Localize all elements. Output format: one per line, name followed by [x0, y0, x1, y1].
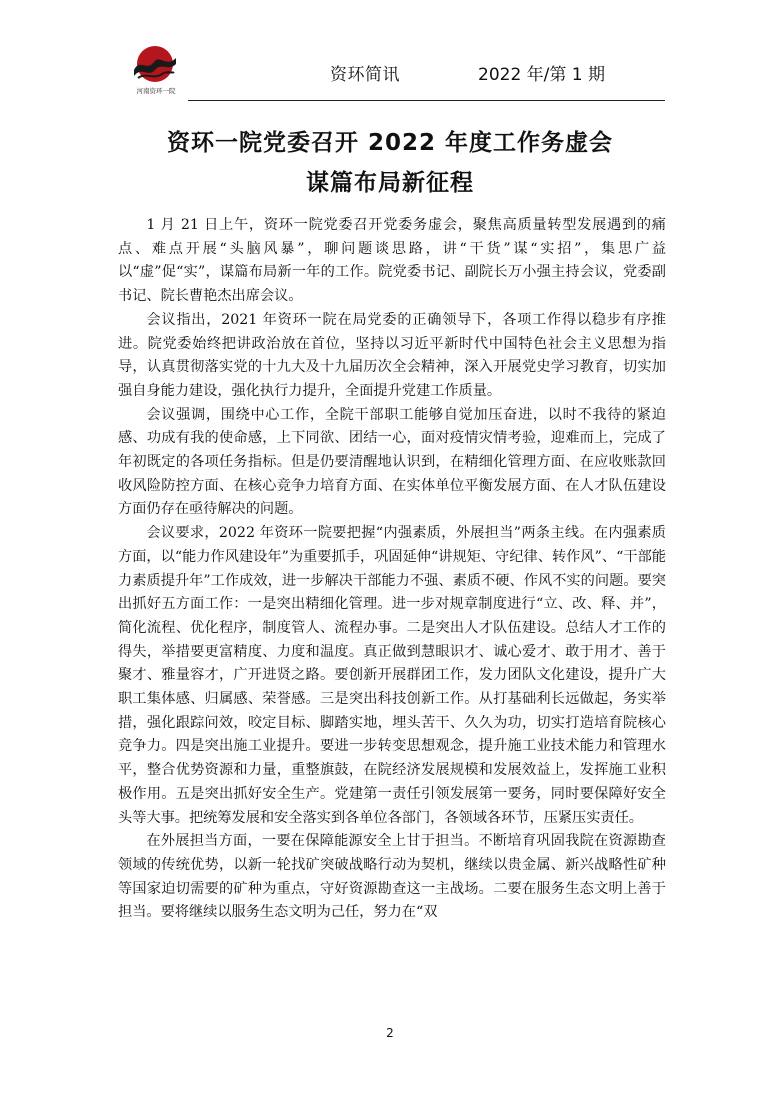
body-paragraph: 1 月 21 日上午，资环一院党委召开党委务虚会，聚焦高质量转型发展遇到的痛点、难点开展“头脑风暴”，聊问题谈思路，讲“干货”谋“实招”，集思广益以“虚”促“实”，谋篇布局新一年的工作。院党委书记、副院长万小强主持会议，党委副书记、院长曹艳杰出席会议。	[118, 217, 666, 305]
logo-caption: 河南资环一院	[136, 87, 176, 95]
header-divider	[188, 100, 665, 101]
article-body	[118, 214, 666, 925]
body-paragraph: 会议要求，2022 年资环一院要把握“内强素质，外展担当”两条主线。在内强素质方面，以“能力作风建设年”为重要抓手，巩固延伸“讲规矩、守纪律、转作风”、“干部能力素质提升年”工作成效，进一步解决干部能力不强、素质不硬、作风不实的问题。要突出抓好五方面工作：一是突出精细化管理。进一步对规章制度进行“立、改、释、并”，简化流程、优化程序，制度管人、流程办事。二是突出人才队伍建设。总结人才工作的得失，举措要更富精度、力度和温度。真正做到慧眼识才、诚心爱才、敢于用才、善于聚才、雅量容才，广开进贤之路。要创新开展群团工作，发力团队文化建设，提升广大职工集体感、归属感、荣誉感。三是突出科技创新工作。从打基础利长远做起，务实举措，强化跟踪问效，咬定目标、脚踏实地，埋头苦干、久久为功，切实打造培育院核心竞争力。四是突出施工业提升。要进一步转变思想观念，提升施工业技术能力和管理水平，整合优势资源和力量，重整旗鼓，在院经济发展规模和发展效益上，发挥施工业积极作用。五是突出抓好安全生产。党建第一责任引领发展第一要务，同时要保障好安全头等大事。把统筹发展和安全落实到各单位各部门，各领域各环节，压紧压实责任。	[118, 525, 666, 826]
body-paragraph: 会议强调，围绕中心工作，全院干部职工能够自觉加压奋进，以时不我待的紧迫感、功成有我的使命感，上下同欲、团结一心，面对疫情灾情考验，迎难而上，完成了年初既定的各项任务指标。但是仍要清醒地认识到，在精细化管理方面、在应收账款回收风险防控方面、在核心竞争力培育方面、在实体单位平衡发展方面、在人才队伍建设方面仍存在亟待解决的问题。	[118, 406, 666, 518]
page-number: 2	[386, 1026, 394, 1040]
article-title-line-2: 谋篇布局新征程	[306, 170, 474, 196]
page-header	[0, 0, 780, 100]
publication-name: 资环简讯	[330, 65, 400, 85]
article-title-line-1: 资环一院党委召开 2022 年度工作务虚会	[166, 130, 614, 156]
issue-number: 2022 年/第 1 期	[478, 65, 606, 85]
body-paragraph: 会议指出，2021 年资环一院在局党委的正确领导下，各项工作得以稳步有序推进。院党委始终把讲政治放在首位，坚持以习近平新时代中国特色社会主义思想为指导，认真贯彻落实党的十九大及十九届历次全会精神，深入开展党史学习教育，切实加强自身能力建设，强化执行力提升，全面提升党建工作质量。	[118, 311, 666, 399]
body-paragraph: 在外展担当方面，一要在保障能源安全上甘于担当。不断培育巩固我院在资源勘查领域的传统优势，以新一轮找矿突破战略行动为契机，继续以贵金属、新兴战略性矿种等国家迫切需要的矿种为重点，守好资源勘查这一主战场。二要在服务生态文明上善于担当。要将继续以服务生态文明为己任，努力在“双	[118, 833, 666, 921]
